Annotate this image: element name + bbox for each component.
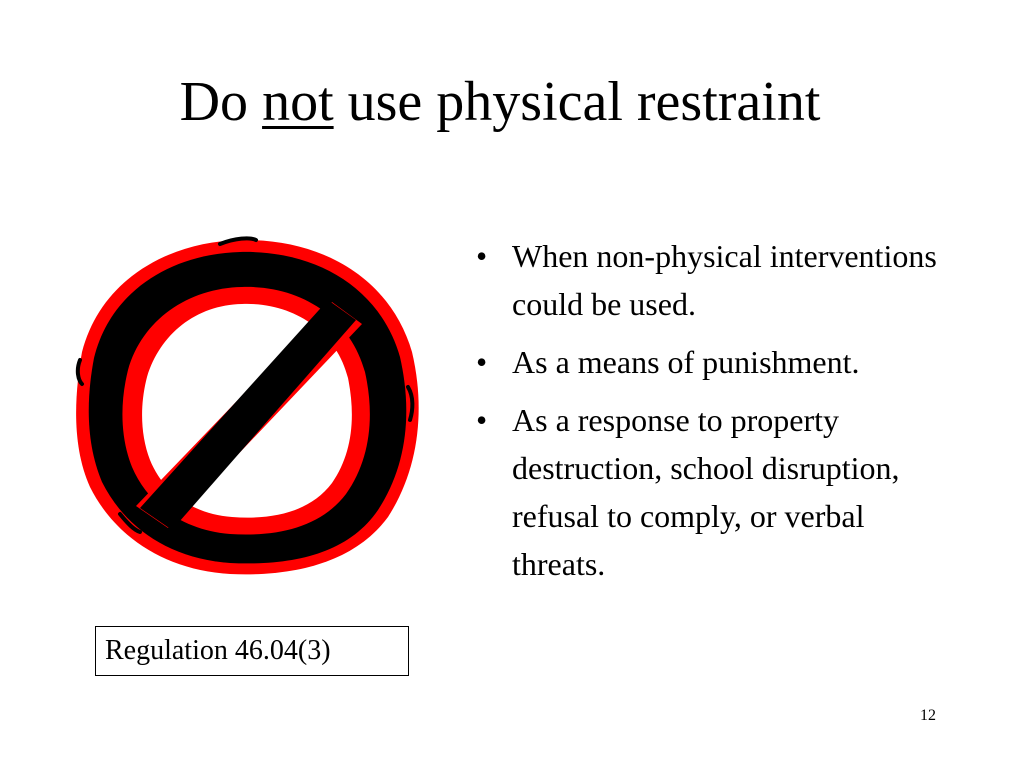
no-symbol-icon: [70, 232, 420, 577]
bullet-marker: •: [476, 238, 488, 274]
title-emphasis: not: [262, 71, 334, 133]
bullet-text: When non-physical interventions could be used.: [512, 238, 937, 322]
bullet-text: As a means of punishment.: [512, 344, 860, 380]
title-prefix: Do: [179, 71, 263, 133]
bullet-item: [470, 232, 990, 328]
bullet-item: [470, 396, 990, 588]
slide-title: [0, 70, 1000, 134]
bullet-item: [470, 338, 990, 386]
title-suffix: use physical restraint: [333, 71, 821, 133]
bullet-marker: •: [476, 402, 488, 438]
bullet-list: [470, 232, 990, 598]
bullet-text: As a response to property destruction, school disruption, refusal to comply, or verbal threats.: [512, 402, 900, 582]
bullet-marker: •: [476, 344, 488, 380]
page-number: 12: [920, 707, 936, 724]
regulation-box: Regulation 46.04(3): [95, 626, 409, 676]
